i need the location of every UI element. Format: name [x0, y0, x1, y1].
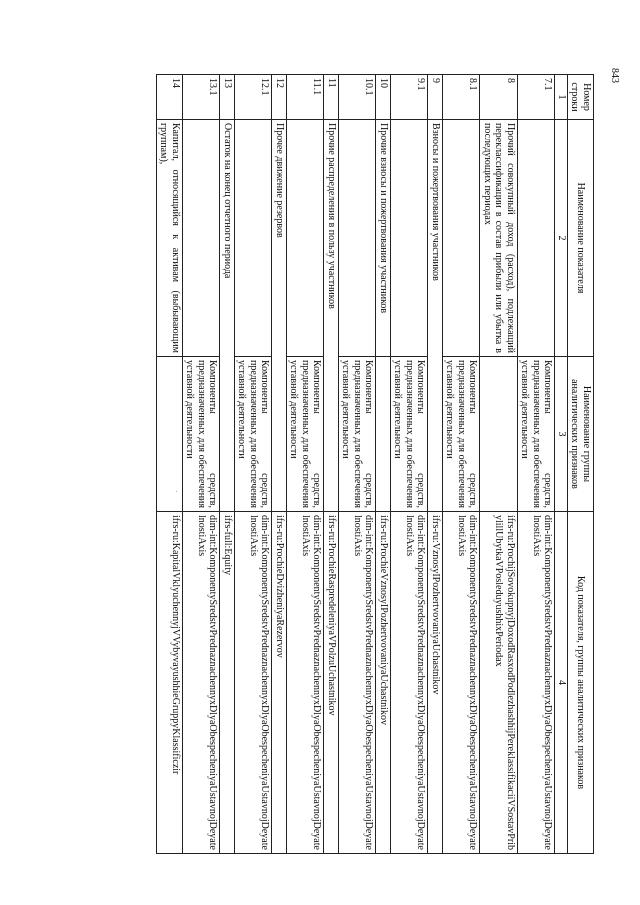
group-name-cell: Компоненты средств, предназначенных для обеспечения уставной деятельности	[339, 357, 377, 512]
table-row	[391, 75, 429, 854]
table-row	[272, 75, 287, 854]
indicator-name-cell: Прочий совокупный доход (расход), подлежащий переклассификации в состав прибыли или убытка в последующих периодах	[480, 120, 518, 357]
table-row	[324, 75, 339, 854]
row-number-cell: 9	[428, 75, 443, 120]
row-number-cell: 13	[220, 75, 235, 120]
indicator-name-cell	[287, 120, 325, 357]
group-name-cell	[480, 357, 518, 512]
indicator-code-cell: ifrs-ru:VznosyIPozhertvovaniyaUchastnikov	[428, 512, 443, 854]
indicator-name-cell	[339, 120, 377, 357]
column-number: 4	[555, 512, 568, 854]
indicator-name-cell	[235, 120, 273, 357]
indicator-code-cell: dim-int:KomponentySredstvPrednaznachennyxDlyaObespecheniyaUstavnojDeyatelnostiAxis	[443, 512, 481, 854]
row-number-cell: 10	[376, 75, 391, 120]
row-number-cell: 9.1	[391, 75, 429, 120]
page-number: 843	[609, 68, 620, 83]
header-row-number: Номер строки	[568, 75, 594, 120]
indicator-name-cell: Прочие распределения в пользу участников	[324, 120, 339, 512]
indicator-code-cell: ifrs-ru:ProchieVznosyIPozhertvovaniyaUchastnikov	[376, 512, 391, 854]
row-number-cell: 8	[480, 75, 518, 120]
row-number-cell: 12	[272, 75, 287, 120]
row-number-cell: 8.1	[443, 75, 481, 120]
table-body	[157, 75, 556, 854]
indicator-code-cell: ifrs-ru:KapitalVklyuchennyjVVybyvayushhieGruppyKlassificzir	[157, 512, 183, 854]
table-row	[428, 75, 443, 854]
row-number-cell: 12.1	[235, 75, 273, 120]
group-name-cell	[376, 357, 391, 512]
group-name-cell: Компоненты средств, предназначенных для обеспечения уставной деятельности	[287, 357, 325, 512]
row-number-cell: 7.1	[518, 75, 556, 120]
rotated-table-container	[64, 74, 594, 854]
table-header-row	[568, 75, 594, 854]
group-name-cell: Компоненты средств, предназначенных для обеспечения уставной деятельности	[183, 357, 221, 512]
indicator-name-cell: Взносы и пожертвования участников	[428, 120, 443, 512]
indicator-code-cell: ifrs-full:Equity	[220, 512, 235, 854]
group-name-cell	[157, 357, 183, 512]
table-row	[157, 75, 183, 854]
table-row	[443, 75, 481, 854]
stray-dot: .	[176, 488, 178, 494]
row-number-cell: 13.1	[183, 75, 221, 120]
indicator-code-cell: ifrs-ru:ProchieDvizheniyaRezervov	[272, 512, 287, 854]
column-number: 1	[555, 75, 568, 120]
header-indicator-name: Наименование показателя	[568, 120, 594, 357]
column-number: 2	[555, 120, 568, 357]
indicator-code-cell: dim-int:KomponentySredstvPrednaznachennyxDlyaObespecheniyaUstavnojDeyatelnostiAxis	[518, 512, 556, 854]
header-group-name: Наименование группы аналитических признаков	[568, 357, 594, 512]
table-row	[376, 75, 391, 854]
column-number-row	[555, 75, 568, 854]
row-number-cell: 11	[324, 75, 339, 120]
row-number-cell: 11.1	[287, 75, 325, 120]
row-number-cell: 14	[157, 75, 183, 120]
table-row	[287, 75, 325, 854]
table-row	[518, 75, 556, 854]
table-row	[183, 75, 221, 854]
column-number: 3	[555, 357, 568, 512]
indicator-name-cell	[443, 120, 481, 357]
indicator-code-cell: dim-int:KomponentySredstvPrednaznachennyxDlyaObespecheniyaUstavnojDeyatelnostiAxis	[183, 512, 221, 854]
table-row	[235, 75, 273, 854]
group-name-cell: Компоненты средств, предназначенных для обеспечения уставной деятельности	[518, 357, 556, 512]
group-name-cell: Компоненты средств, предназначенных для обеспечения уставной деятельности	[235, 357, 273, 512]
indicator-name-cell: Остаток на конец отчетного периода	[220, 120, 235, 512]
indicator-name-cell	[391, 120, 429, 357]
indicator-name-cell	[518, 120, 556, 357]
indicator-code-cell: dim-int:KomponentySredstvPrednaznachennyxDlyaObespecheniyaUstavnojDeyatelnostiAxis	[391, 512, 429, 854]
indicator-code-cell: dim-int:KomponentySredstvPrednaznachennyxDlyaObespecheniyaUstavnojDeyatelnostiAxis	[339, 512, 377, 854]
header-indicator-code: Код показателя, группы аналитических признаков	[568, 512, 594, 854]
indicator-name-cell: Прочие взносы и пожертвования участников	[376, 120, 391, 357]
group-name-cell: Компоненты средств, предназначенных для обеспечения уставной деятельности	[443, 357, 481, 512]
indicator-code-cell: ifrs-ru:ProchieRaspredeleniyaVPolzuUchastnikov	[324, 512, 339, 854]
indicator-code-cell: dim-int:KomponentySredstvPrednaznachennyxDlyaObespecheniyaUstavnojDeyatelnostiAxis	[287, 512, 325, 854]
indicator-code-cell: dim-int:KomponentySredstvPrednaznachennyxDlyaObespecheniyaUstavnojDeyatelnostiAxis	[235, 512, 273, 854]
table-row	[220, 75, 235, 854]
row-number-cell: 10.1	[339, 75, 377, 120]
indicator-code-cell: ifrs-ru:ProchijSovokupnyjDoxodRasxodPodlezhashhijPereklassifikaciiVSostavPribylillUbytkaVPosleduyushhixPeriodax	[480, 512, 518, 854]
indicator-name-cell: Капитал, относящийся к активам (выбывающим группам),	[157, 120, 183, 357]
indicator-name-cell	[183, 120, 221, 357]
table-row	[480, 75, 518, 854]
table-row	[339, 75, 377, 854]
indicator-name-cell: Прочее движение резервов	[272, 120, 287, 512]
group-name-cell: Компоненты средств, предназначенных для обеспечения уставной деятельности	[391, 357, 429, 512]
indicators-table	[156, 74, 594, 854]
